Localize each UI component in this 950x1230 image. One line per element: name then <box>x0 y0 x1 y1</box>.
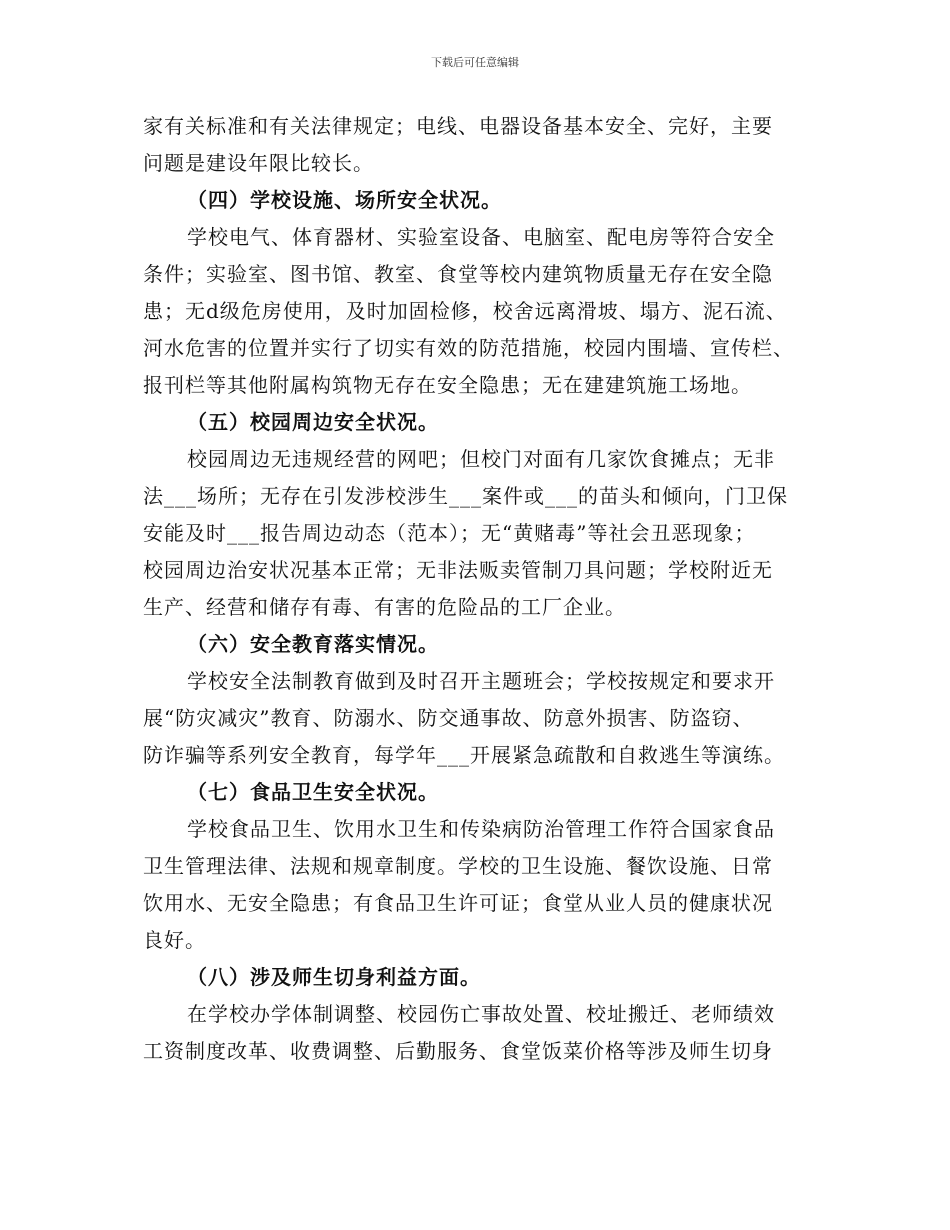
paragraph-line: 校园周边无违规经营的网吧；但校门对面有几家饮食摊点；无非 <box>187 447 775 471</box>
section-heading: （六）安全教育落实情况。 <box>187 632 439 656</box>
paragraph-line: 卫生管理法律、法规和规章制度。学校的卫生设施、餐饮设施、日常 <box>143 854 773 878</box>
page-header: 下载后可任意编辑 <box>431 56 519 69</box>
paragraph-line: 问题是建设年限比较长。 <box>143 151 374 175</box>
paragraph-line: 生产、经营和储存有毒、有害的危险品的工厂企业。 <box>143 595 626 619</box>
section-heading: （七）食品卫生安全状况。 <box>187 780 439 804</box>
paragraph-line: 校园周边治安状况基本正常；无非法贩卖管制刀具问题；学校附近无 <box>143 558 773 582</box>
paragraph-line: 家有关标准和有关法律规定；电线、电器设备基本安全、完好，主要 <box>143 114 773 138</box>
paragraph-line: 良好。 <box>143 928 206 952</box>
paragraph-line: 法___场所；无存在引发涉校涉生___案件或___的苗头和倾向，门卫保 <box>143 484 788 508</box>
paragraph-line: 在学校办学体制调整、校园伤亡事故处置、校址搬迁、老师绩效 <box>187 1002 775 1026</box>
paragraph-line: 展“防灾减灾”教育、防溺水、防交通事故、防意外损害、防盗窃、 <box>143 706 754 730</box>
paragraph-line: 工资制度改革、收费调整、后勤服务、食堂饭菜价格等涉及师生切身 <box>143 1039 773 1063</box>
paragraph-line: 饮用水、无安全隐患；有食品卫生许可证；食堂从业人员的健康状况 <box>143 891 773 915</box>
paragraph-line: 学校食品卫生、饮用水卫生和传染病防治管理工作符合国家食品 <box>187 817 775 841</box>
section-heading: （八）涉及师生切身利益方面。 <box>187 965 481 989</box>
document-body <box>143 108 815 1070</box>
paragraph-line: 学校安全法制教育做到及时召开主题班会；学校按规定和要求开 <box>187 669 775 693</box>
paragraph-line: 患；无d级危房使用，及时加固检修，校舍远离滑坡、塌方、泥石流、 <box>143 299 787 323</box>
paragraph-line: 河水危害的位置并实行了切实有效的防范措施，校园内围墙、宣传栏、 <box>143 336 794 360</box>
section-heading: （五）校园周边安全状况。 <box>187 410 439 434</box>
section-heading: （四）学校设施、场所安全状况。 <box>187 188 502 212</box>
paragraph-line: 防诈骗等系列安全教育，每学年___开展紧急疏散和自救逃生等演练。 <box>143 743 785 767</box>
paragraph-line: 报刊栏等其他附属构筑物无存在安全隐患；无在建建筑施工场地。 <box>143 373 752 397</box>
paragraph-line: 学校电气、体育器材、实验室设备、电脑室、配电房等符合安全 <box>187 225 775 249</box>
paragraph-line: 条件；实验室、图书馆、教室、食堂等校内建筑物质量无存在安全隐 <box>143 262 773 286</box>
paragraph-line: 安能及时___报告周边动态（范本）；无“黄赌毒”等社会丑恶现象； <box>143 521 756 545</box>
